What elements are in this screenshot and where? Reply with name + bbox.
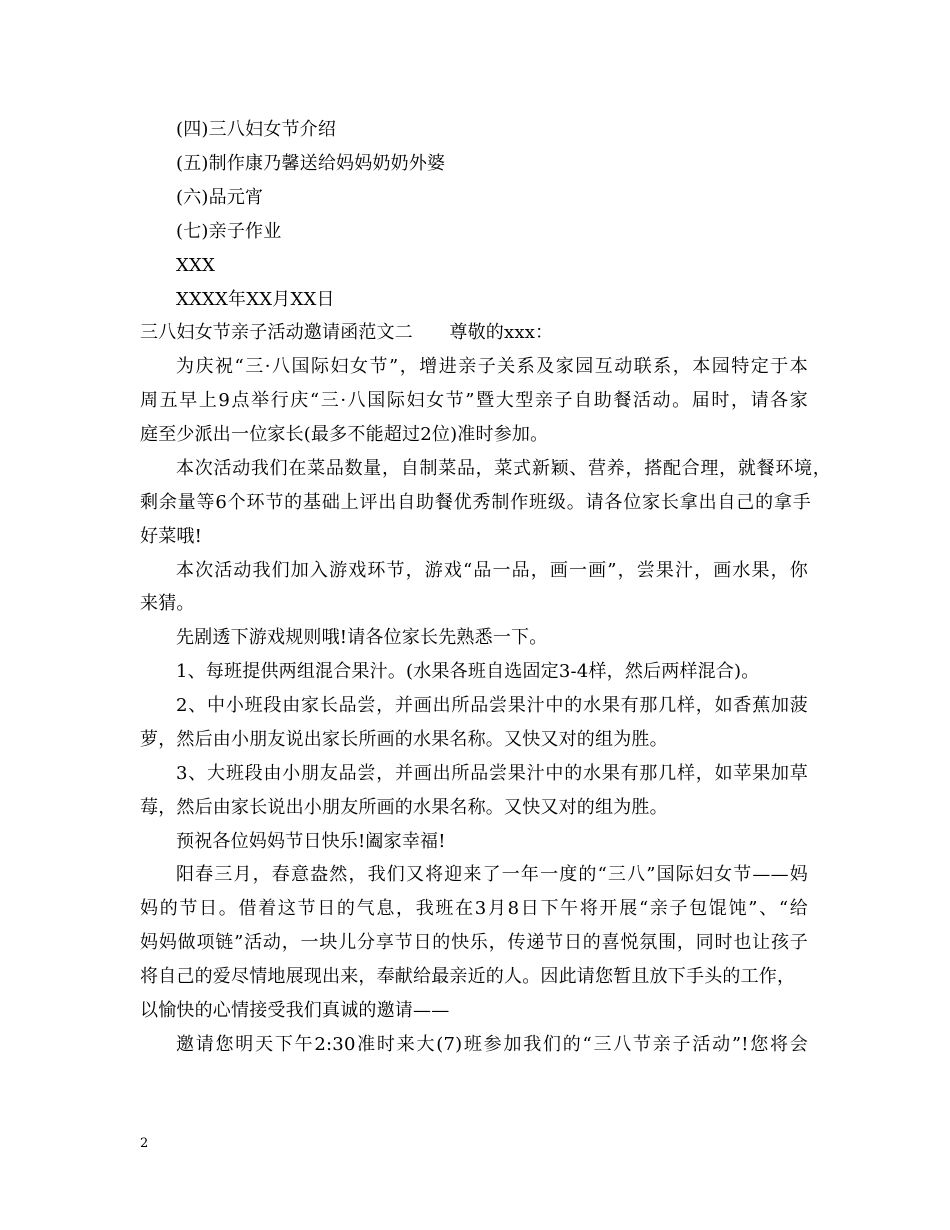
list-item-homework: (七)亲子作业 (176, 221, 282, 242)
paragraph-line: 本次活动我们加入游戏环节，游戏“品一品，画一画”，尝果汁，画水果，你 (176, 560, 808, 581)
section-heading: 三八妇女节亲子活动邀请函范文二 尊敬的xxx： (140, 322, 554, 343)
paragraph-line: 好菜哦! (140, 526, 203, 547)
list-item-carnation: (五)制作康乃馨送给妈妈奶奶外婆 (176, 153, 446, 174)
paragraph-line: 以愉快的心情接受我们真诚的邀请—— (140, 1000, 450, 1021)
list-item-yuanxiao: (六)品元宵 (176, 187, 264, 208)
signature-name: XXX (176, 255, 216, 276)
rule-item-3-continued: 莓，然后由家长说出小朋友所画的水果名称。又快又对的组为胜。 (140, 797, 668, 818)
paragraph-line: 庭至少派出一位家长(最多不能超过2位)准时参加。 (140, 424, 549, 445)
rule-item-1: 1、每班提供两组混合果汁。(水果各班自选固定3-4样，然后两样混合)。 (176, 661, 760, 682)
paragraph-line: 先剧透下游戏规则哦!请各位家长先熟悉一下。 (176, 627, 548, 648)
rule-item-2: 2、中小班段由家长品尝，并画出所品尝果汁中的水果有那几样，如香蕉加菠 (176, 695, 808, 716)
paragraph-line: 将自己的爱尽情地展现出来，奉献给最亲近的人。因此请您暂且放下手头的工作， (140, 966, 796, 987)
paragraph-line: 周五早上9点举行庆“三·八国际妇女节”暨大型亲子自助餐活动。届时，请各家 (140, 390, 808, 411)
rule-item-2-continued: 萝，然后由小朋友说出家长所画的水果名称。又快又对的组为胜。 (140, 729, 668, 750)
list-item-introduction: (四)三八妇女节介绍 (176, 119, 337, 140)
paragraph-line: 本次活动我们在菜品数量，自制菜品，菜式新颖、营养，搭配合理，就餐环境， (176, 458, 831, 479)
signature-date: XXXX年XX月XX日 (176, 289, 335, 310)
paragraph-line: 妈妈做项链”活动，一块儿分享节日的快乐，传递节日的喜悦氛围，同时也让孩子 (140, 932, 808, 953)
rule-item-3: 3、大班段由小朋友品尝，并画出所品尝果汁中的水果有那几样，如苹果加草 (176, 763, 808, 784)
paragraph-line: 邀请您明天下午2:30准时来大(7)班参加我们的“三八节亲子活动”!您将会 (176, 1034, 808, 1055)
paragraph-line: 剩余量等6个环节的基础上评出自助餐优秀制作班级。请各位家长拿出自己的拿手 (140, 492, 811, 513)
wishes-line: 预祝各位妈妈节日快乐!阖家幸福! (176, 831, 446, 852)
paragraph-line: 妈的节日。借着这节日的气息，我班在3月8日下午将开展“亲子包馄饨”、“给 (140, 898, 808, 919)
paragraph-line: 阳春三月，春意盎然，我们又将迎来了一年一度的“三八”国际妇女节——妈 (176, 864, 808, 885)
paragraph-line: 来猜。 (140, 593, 195, 614)
page-number: 2 (140, 1136, 149, 1151)
paragraph-line: 为庆祝“三·八国际妇女节”，增进亲子关系及家园互动联系，本园特定于本 (176, 356, 808, 377)
